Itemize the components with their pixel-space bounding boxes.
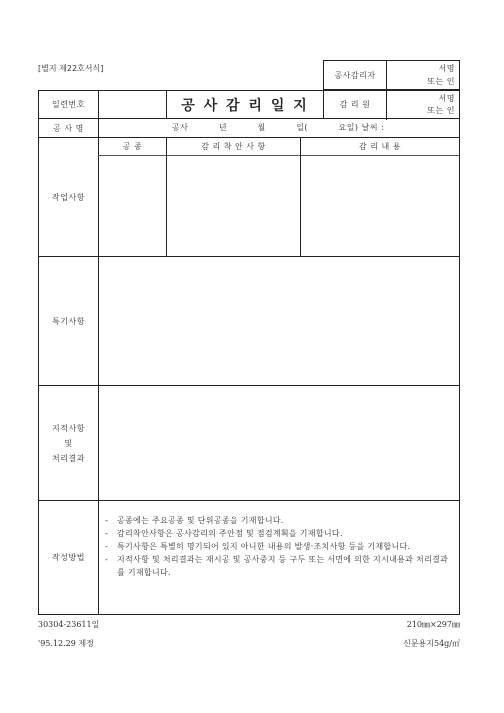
serial-value-field[interactable] [99,91,166,118]
paper-type: 신문용지54g/㎡ [403,639,460,648]
form-number: [별지 제22호서식] [38,64,104,73]
col-work-type: 공 종 [122,142,143,151]
findings-field[interactable] [99,386,459,500]
findings-label-line3: 처리결과 [52,453,85,463]
manager-sign-hint: 서명 또는 인 [427,93,455,115]
col-supervision-content: 감 리 내 용 [358,142,402,151]
date-weather-line[interactable]: 공사 년 월 일( 요일) 날씨 : [172,123,385,132]
supervision-content-field[interactable] [301,156,459,256]
col-focus-points: 감 리 착 안 사 항 [201,142,266,151]
form-code: 30304-23611일 [38,620,100,629]
project-name-label: 공 사 명 [53,123,84,133]
supervisor-label: 공사감리자 [334,70,376,80]
form-title: 공 사 감 리 일 지 [181,97,309,114]
paper-size: 210㎜×297㎜ [406,620,460,629]
instruction-item: - 감리착안사항은 공사감리의 주안점 및 점검계획을 기재합니다. [105,527,455,540]
instruction-item: - 공종에는 주요공종 및 단위공종을 기재합니다. [105,514,455,527]
enacted-date: '95.12.29 제정 [38,639,94,648]
serial-label: 일련번호 [52,100,85,109]
findings-label-line2: 및 [64,438,73,448]
work-type-field[interactable] [99,156,166,256]
findings-label [39,386,98,500]
manager-signature-cell[interactable] [387,91,459,118]
instructions-label: 작성방법 [52,553,85,562]
focus-points-field[interactable] [167,156,300,256]
findings-label-line1: 지적사항 [52,423,85,433]
supervisor-signature-cell[interactable] [387,61,459,89]
special-notes-label: 특기사항 [52,316,85,326]
special-notes-field[interactable] [99,257,459,385]
instruction-item: - 지적사항 및 처리결과는 재시공 및 공사중지 등 구두 또는 서면에 의한 지시내용과 처리결과를 기재합니다. [105,553,455,579]
work-row-label: 작업사항 [52,192,85,202]
instruction-item: - 특기사항은 특별히 명기되어 있지 아니한 내용의 발생·조치사항 등을 기재합니다. [105,540,455,553]
instructions-list [105,514,455,579]
manager-label: 감 리 원 [339,100,371,109]
supervisor-sign-hint: 서명 또는 인 [427,64,455,86]
